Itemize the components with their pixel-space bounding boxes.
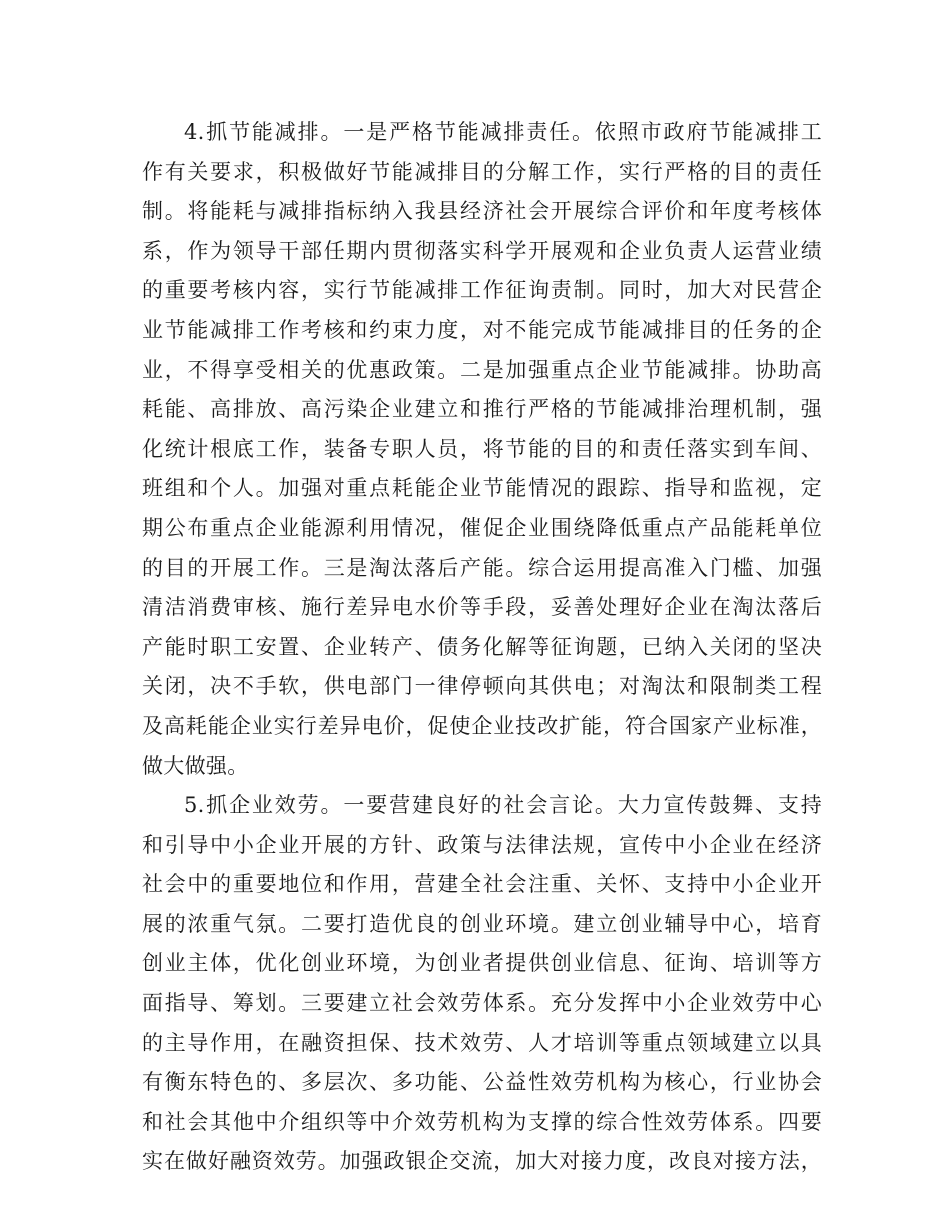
paragraph-4-line: 及高耗能企业实行差异电价，促使企业技改扩能，符合国家产业标准， xyxy=(142,713,822,738)
document-body xyxy=(142,113,822,1182)
paragraph-5-line: 有衡东特色的、多层次、多功能、公益性效劳机构为核心，行业协会 xyxy=(142,1070,822,1095)
paragraph-4-line: 化统计根底工作，装备专职人员，将节能的目的和责任落实到车间、 xyxy=(142,436,822,461)
paragraph-4-line: 关闭，决不手软，供电部门一律停顿向其供电；对淘汰和限制类工程 xyxy=(142,674,822,699)
paragraph-5-line: 展的浓重气氛。二要打造优良的创业环境。建立创业辅导中心，培育 xyxy=(142,911,822,936)
paragraph-4-line: 班组和个人。加强对重点耗能企业节能情况的跟踪、指导和监视，定 xyxy=(142,476,822,501)
paragraph-4-line: 4.抓节能减排。一是严格节能减排责任。依照市政府节能减排工 xyxy=(184,120,822,144)
paragraph-5-line: 和社会其他中介组织等中介效劳机构为支撑的综合性效劳体系。四要 xyxy=(142,1109,822,1134)
paragraph-4-line: 业节能减排工作考核和约束力度，对不能完成节能减排目的任务的企 xyxy=(142,317,822,342)
paragraph-4-line: 系，作为领导干部任期内贯彻落实科学开展观和企业负责人运营业绩 xyxy=(142,238,822,263)
paragraph-5-line: 的主导作用，在融资担保、技术效劳、人才培训等重点领域建立以具 xyxy=(142,1030,822,1055)
paragraph-4-line: 做大做强。 xyxy=(142,753,249,778)
paragraph-4-line: 期公布重点企业能源利用情况，催促企业围绕降低重点产品能耗单位 xyxy=(142,515,822,540)
paragraph-4-line: 清洁消费审核、施行差异电水价等手段，妥善处理好企业在淘汰落后 xyxy=(142,595,822,620)
paragraph-4-line: 业，不得享受相关的优惠政策。二是加强重点企业节能减排。协助高 xyxy=(142,357,822,382)
paragraph-5-line: 面指导、筹划。三要建立社会效劳体系。充分发挥中小企业效劳中心 xyxy=(142,991,822,1016)
paragraph-4-line: 耗能、高排放、高污染企业建立和推行严格的节能减排治理机制，强 xyxy=(142,397,822,422)
paragraph-5-line: 社会中的重要地位和作用，营建全社会注重、关怀、支持中小企业开 xyxy=(142,872,822,897)
paragraph-4-line: 作有关要求，积极做好节能减排目的分解工作，实行严格的目的责任 xyxy=(142,159,822,184)
paragraph-5-line: 和引导中小企业开展的方针、政策与法律法规，宣传中小企业在经济 xyxy=(142,832,822,857)
paragraph-5-line: 实在做好融资效劳。加强政银企交流，加大对接力度，改良对接方法， xyxy=(142,1149,822,1174)
paragraph-4-line: 产能时职工安置、企业转产、债务化解等征询题，已纳入关闭的坚决 xyxy=(142,634,822,659)
paragraph-5-line: 5.抓企业效劳。一要营建良好的社会言论。大力宣传鼓舞、支持 xyxy=(184,793,822,818)
paragraph-4-line: 的目的开展工作。三是淘汰落后产能。综合运用提高准入门槛、加强 xyxy=(142,555,822,580)
paragraph-4-line: 的重要考核内容，实行节能减排工作征询责制。同时，加大对民营企 xyxy=(142,278,822,303)
paragraph-4-line: 制。将能耗与减排指标纳入我县经济社会开展综合评价和年度考核体 xyxy=(142,199,822,224)
paragraph-5-line: 创业主体，优化创业环境，为创业者提供创业信息、征询、培训等方 xyxy=(142,951,822,976)
